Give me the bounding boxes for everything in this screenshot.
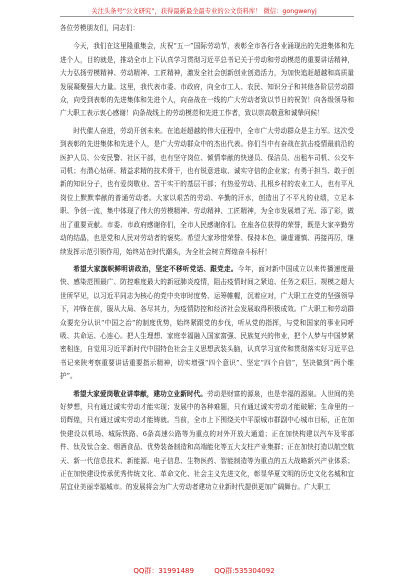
paragraph-3-text: 今年，面对新中国成立以来传播速度最快、感染范围最广、防控难度最大的新冠肺炎疫情，阻击疫情时间之紧迫、任务之艰巨、规模之超大世所罕见，以习近平同志为核心的党中央审时度势、运筹帷幄，沉着应对，广大职工在党的坚强领导下，冲锋在前，服从大局、各尽其力，为疫情防控和经济社会发展取得积极成效。广大职工和劳动群众要充分认识“中国之治”的制度优势，始终紧跟党的步伐，听从党的指挥，与党和国家的事业同呼吸、共命运、心连心。把人生理想、家庭幸福融入国家富强、民族复兴的伟业，把个人梦与中国梦紧密相连，自觉用习近平新时代中国特色社会主义思想武装头脑，认真学习宣传和贯彻落实好习近平总书记来陕考察重要讲话重要指示精神，切实增强“四个意识”、坚定“四个自信”，坚决做到“两个维护”。 <box>60 264 354 381</box>
paragraph-3-lead: 希望大家旗帜鲜明讲政治，坚定不移听党话、跟党走。 <box>73 264 238 273</box>
paragraph-4-text: 劳动是财富的源泉，也是幸福的源泉。人世间的美好梦想，只有通过诚实劳动才能实现；发展中的各种难题，只有通过诚实劳动才能破解；生命里的一切辉煌，只有通过诚实劳动才能铸就。当前，全市上下围绕关中平原城市群副中心城市目标，正在加快建设以机场、城际铁路、6条高速公路等为重点的对外开放大通道；正在加快构建以汽车及零部件、钛及钛合金、烟酒食品、优势装备制造和高端能化等五大支柱产业集群；正在加快打造以航空航天、新一代信息技术、新能源、电子信息、生物医药、智能制造等为重点的五大战略新兴产业体系；正在加快建设传承优秀传统文化、革命文化、社会主义先进文化，彰显华夏文明的历史文化名城和宜居宜业美丽幸福城市。的发展将会为广大劳动者建功立业新时代提供更加广阔舞台。广大职工 <box>60 389 354 492</box>
paragraph-2 <box>60 125 354 259</box>
paragraph-1-text: 今天，我们在这里隆重集会，庆祝“五一”国际劳动节，表彰全市各行各业涌现出的先进集体和先进个人，目的就是，推动全市上下认真学习贯彻习近平总书记关于劳动和劳动模范的重要讲话精神，大力弘扬劳模精神、劳动精神、工匠精神，激发全社会创新创业创造活力，为加快追赶超越和高质量发展凝聚强大力量。这里，我代表市委、市政府，向全市工人、农民、知识分子和其他各阶层劳动群众，向受到表彰的先进集体和先进个人，向奋战在一线的广大劳动者致以节日的祝贺！向各级领导和广大职工表示衷心感谢！向条战线上的劳动模范和先进工作者，致以崇高敬意和诚挚问候！ <box>60 42 354 118</box>
banner-divider <box>60 16 354 17</box>
footer <box>0 566 408 576</box>
footer-qq-group-1: QQ群：31991489 <box>133 567 194 575</box>
paragraph-4-lead: 希望大家爱岗敬业讲奉献，建功立业新时代。 <box>73 389 207 398</box>
salutation: 各位劳模朋友们，同志们： <box>60 24 140 32</box>
top-banner: 关注头条号“公文研究”，获得最新最全最专业的公文资料库！ 微信：gongwenyj <box>91 8 317 15</box>
paragraph-4 <box>60 388 354 495</box>
footer-qq-group-2: QQ群:535304092 <box>214 567 275 575</box>
document-body <box>60 20 354 495</box>
paragraph-2-text: 时代催人奋进，劳动开创未来。在追赶超越的伟大征程中，全市广大劳动群众是主力军。这次受到表彰的先进集体和先进个人，是广大劳动群众中的杰出代表。你们当中有奋战在抗击疫情最前沿的医护人员、公安民警、社区干部，也有坚守岗位、倾情奉献的快递员、保洁员、出租车司机、公交车司机；有潜心钻研、精益求精的技术骨干，也有锐意进取、诚实守信的企业家；有勇于担当、敢于创新的知识分子，也有爱岗敬业、苦干实干的基层干部；有热爱劳动、扎根乡村的农业工人，也有平凡岗位上默默奉献的普通劳动者。大家以艰苦的劳动、辛勤的汗水，创造出了不平凡的业绩，立足本职、争创一流，集中体现了伟大的劳模精神、劳动精神、工匠精神，为全市发展增了光、添了彩，做出了重要贡献。市委、市政府感谢你们，全市人民感谢你们。在座各位获得的荣誉，既是大家辛勤劳动的结晶，也是党和人民对劳动者的褒奖。希望大家珍惜荣誉、保持本色，谦虚谨慎、再接再厉，继续发挥示范引领作用，始终站在时代潮头，为全社会树立辉煌奋斗标杆！ <box>60 126 354 256</box>
paragraph-1 <box>60 40 354 120</box>
paragraph-3 <box>60 263 354 384</box>
